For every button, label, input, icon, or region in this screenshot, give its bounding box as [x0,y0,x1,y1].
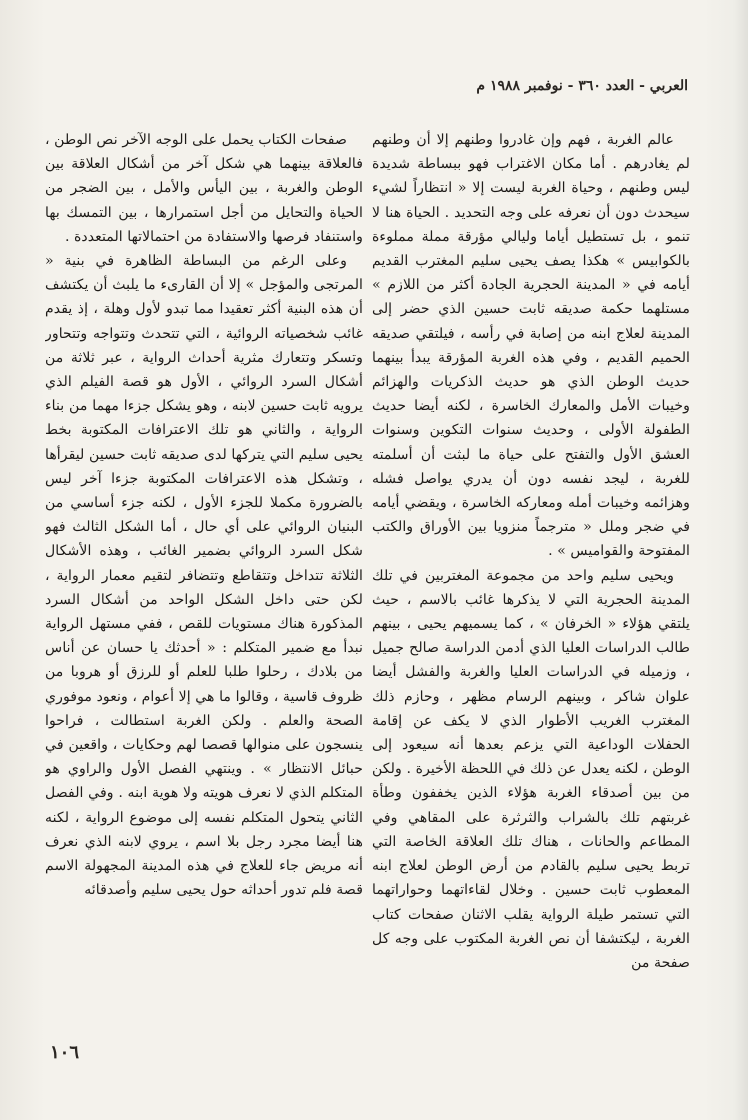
paragraph: عالم الغربة ، فهم وإن غادروا وطنهم إلا أن وطنهم لم يغادرهم . أما مكان الاغتراب فهو ببساطة شديدة ليس وطنهم ، وحياة الغربة ليست إلا « انتظاراً لشيء سيحدث دون أن نعرفه على وجه التحديد . الحياة هنا لا تنمو ، بل تستطيل أياما وليالي مؤرقة مملة مملوءة بالكوابيس » هكذا يصف يحيى سليم المغترب القديم أيامه في « المدينة الحجرية الجادة أكثر من اللازم » مستلهما حكمة صديقه ثابت حسين الذي حضر إلى المدينة لعلاج ابنه من إصابة في رأسه ، فيلتقي صديقه الحميم القديم ، وفي هذه الغربة المؤرقة يبدأ بينهما حديث الوطن الذي هو حديث الذكريات والهزائم وخيبات الأمل والمعارك الخاسرة ، لكنه أيضا حديث الطفولة الأولى ، وحديث سنوات التكوين وسنوات العشق الأول والتفتح على حياة ما لبثت أن أسلمته للغربة ، ليجد نفسه دون أن يدري يواصل فشله وهزائمه وخيبات أمله ومعاركه الخاسرة ، ويقضي أيامه في ضجر وملل « مترجماً منزويا بين الأوراق والكتب المفتوحة والقواميس » . [372,132,690,560]
paragraph: ويحيى سليم واحد من مجموعة المغتربين في تلك المدينة الحجرية التي لا يذكرها غائب بالاسم ، حيث يلتقي هؤلاء « الخرفان » ، كما يسميهم يحيى ، بينهم طالب الدراسات العليا الذي أدمن الدراسة صالح جميل ، وزميله في الدراسات العليا والغربة والفشل أيضا علوان شاكر ، وبينهم الرسام مظهر ، وحازم ذلك المغترب الغريب الأطوار الذي لا يكف عن إقامة الحفلات الوداعية التي يزعم بعدها أنه سيعود إلى الوطن ، لكنه يعدل عن ذلك في اللحظة الأخيرة . ولكن من بين أصدقاء الغربة هؤلاء الذين يخففون وطأة غربتهم تلك بالشراب والثرثرة على المقاهي وفي المطاعم والحانات ، هناك تلك العلاقة الخاصة التي تربط يحيى سليم بالقادم من أرض الوطن لعلاج ابنه المعطوب ثابت حسين . وخلال لقاءاتهما وحواراتهما التي تستمر طيلة الرواية يقلب الاثنان صفحات كتاب الغربة ، ليكتشفا أن نص الغربة المكتوب على وجه كل صفحة من [372,567,690,971]
text-column-left [45,128,363,1028]
paragraph: صفحات الكتاب يحمل على الوجه الآخر نص الوطن ، فالعلاقة بينهما هي شكل آخر من أشكال العلاقة بين الوطن والغربة ، بين اليأس والأمل ، بين الضجر من الحياة والتحايل من أجل استمرارها ، بين التمسك بها واستنفاد فرصها والاستفادة من احتمالاتها المتعددة . [45,132,363,245]
paragraph: وعلى الرغم من البساطة الظاهرة في بنية « المرتجى والمؤجل » إلا أن القارىء ما يلبث أن يكتشف أن هذه البنية أكثر تعقيدا مما تبدو لأول وهلة ، إذ يقدم غائب شخصياته الروائية ، التي تتحدث وتتواجه وتتحاور وتسكر وتتعارك مثرية أحداث الرواية ، عبر ثلاثة من أشكال السرد الروائي ، الأول هو قصة الفيلم الذي يرويه ثابت حسين لابنه ، وهو يشكل جزءا مهما من بناء الرواية ، والثاني هو تلك الاعترافات المكتوبة بخط يحيى سليم التي يتركها لدى صديقه ثابت حسين ليقرأها ، وتشكل هذه الاعترافات المكتوبة جزءا آخر ليس بالضرورة مكملا للجزء الأول ، لكنه جزء أساسي من البنيان الروائي على أي حال ، أما الشكل الثالث فهو شكل السرد الروائي بضمير الغائب ، وهذه الأشكال الثلاثة تتداخل وتتقاطع وتتضافر لتقيم معمار الرواية ، لكن حتى داخل الشكل الواحد من أشكال السرد المذكورة هناك مستويات للقص ، ففي مستهل الرواية نبدأ مع ضمير المتكلم : « أحدثك يا حسان عن أناس من بلادك ، رحلوا طلبا للعلم أو للرزق أو هروبا من ظروف قاسية ، وقالوا ما هي إلا أعوام ، ونعود موفوري الصحة والعلم . ولكن الغربة استطالت ، فراحوا ينسجون على منوالها قصصا لهم وحكايات ، واقعين في حبائل الانتظار » . وينتهي الفصل الأول والراوي هو المتكلم الذي لا نعرف هويته ولا هوية ابنه . وفي الفصل الثاني يتحول المتكلم نفسه إلى موضوع الرواية ، لكنه هنا أيضا مجرد رجل بلا اسم ، يروي لابنه الذي نعرف أنه مريض جاء للعلاج في هذه المدينة المجهولة الاسم قصة فلم تدور أحداثه حول يحيى سليم وأصدقائه [45,253,363,899]
text-column-right [372,128,690,1028]
page-number: ١٠٦ [50,1042,80,1063]
page-edge-shadow [734,0,748,1120]
running-header: العربي - العدد ٣٦٠ - نوفمبر ١٩٨٨ م [476,78,688,94]
